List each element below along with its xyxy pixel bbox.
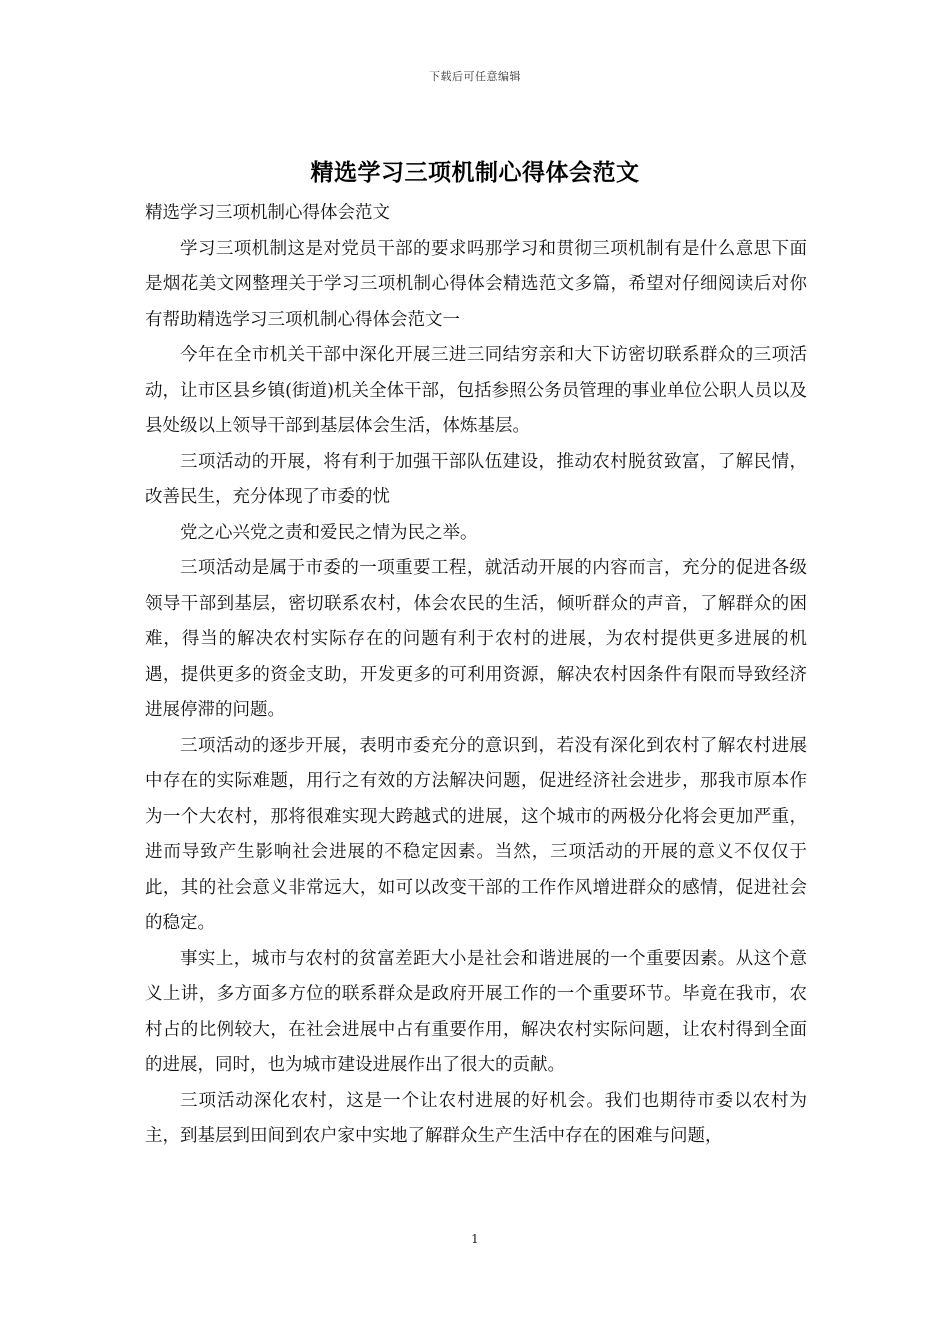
paragraph-3: 三项活动的开展，将有利于加强干部队伍建设，推动农村脱贫致富，了解民情，改善民生，充分体现了市委的忧 [145, 451, 807, 507]
document-body [145, 196, 807, 1155]
document-subtitle: 精选学习三项机制心得体会范文 [145, 203, 390, 223]
paragraph-4: 党之心兴党之责和爱民之情为民之举。 [180, 522, 478, 543]
header-note: 下载后可任意编辑 [429, 70, 521, 83]
paragraph-5: 三项活动是属于市委的一项重要工程，就活动开展的内容而言，充分的促进各级领导干部到基层，密切联系农村，体会农民的生活，倾听群众的声音，了解群众的困难，得当的解决农村实际存在的问题有利于农村的进展，为农村提供更多进展的机遇，提供更多的资金支助，开发更多的可利用资源，解决农村因条件有限而导致经济进展停滞的问题。 [145, 558, 807, 720]
paragraph-7: 事实上，城市与农村的贫富差距大小是社会和谐进展的一个重要因素。从这个意义上讲，多方面多方位的联系群众是政府开展工作的一个重要环节。毕竟在我市，农村占的比例较大，在社会进展中占有重要作用，解决农村实际问题，让农村得到全面的进展，同时，也为城市建设进展作出了很大的贡献。 [145, 948, 807, 1075]
document-title: 精选学习三项机制心得体会范文 [310, 159, 640, 186]
paragraph-2: 今年在全市机关干部中深化开展三进三同结穷亲和大下访密切联系群众的三项活动，让市区县乡镇(街道)机关全体干部，包括参照公务员管理的事业单位公职人员以及县处级以上领导干部到基层体会生活，体炼基层。 [145, 345, 807, 436]
page-number: 1 [471, 1232, 479, 1246]
paragraph-8: 三项活动深化农村，这是一个让农村进展的好机会。我们也期待市委以农村为主，到基层到田间到农户家中实地了解群众生产生活中存在的困难与问题， [145, 1090, 807, 1146]
paragraph-1: 学习三项机制这是对党员干部的要求吗那学习和贯彻三项机制有是什么意思下面是烟花美文网整理关于学习三项机制心得体会精选范文多篇，希望对仔细阅读后对你有帮助精选学习三项机制心得体会范文一 [145, 238, 807, 330]
paragraph-6: 三项活动的逐步开展，表明市委充分的意识到，若没有深化到农村了解农村进展中存在的实际难题，用行之有效的方法解决问题，促进经济社会进步，那我市原本作为一个大农村，那将很难实现大跨越式的进展，这个城市的两极分化将会更加严重，进而导致产生影响社会进展的不稳定因素。当然，三项活动的开展的意义不仅仅于此，其的社会意义非常远大，如可以改变干部的工作作风增进群众的感情，促进社会的稳定。 [145, 735, 807, 933]
